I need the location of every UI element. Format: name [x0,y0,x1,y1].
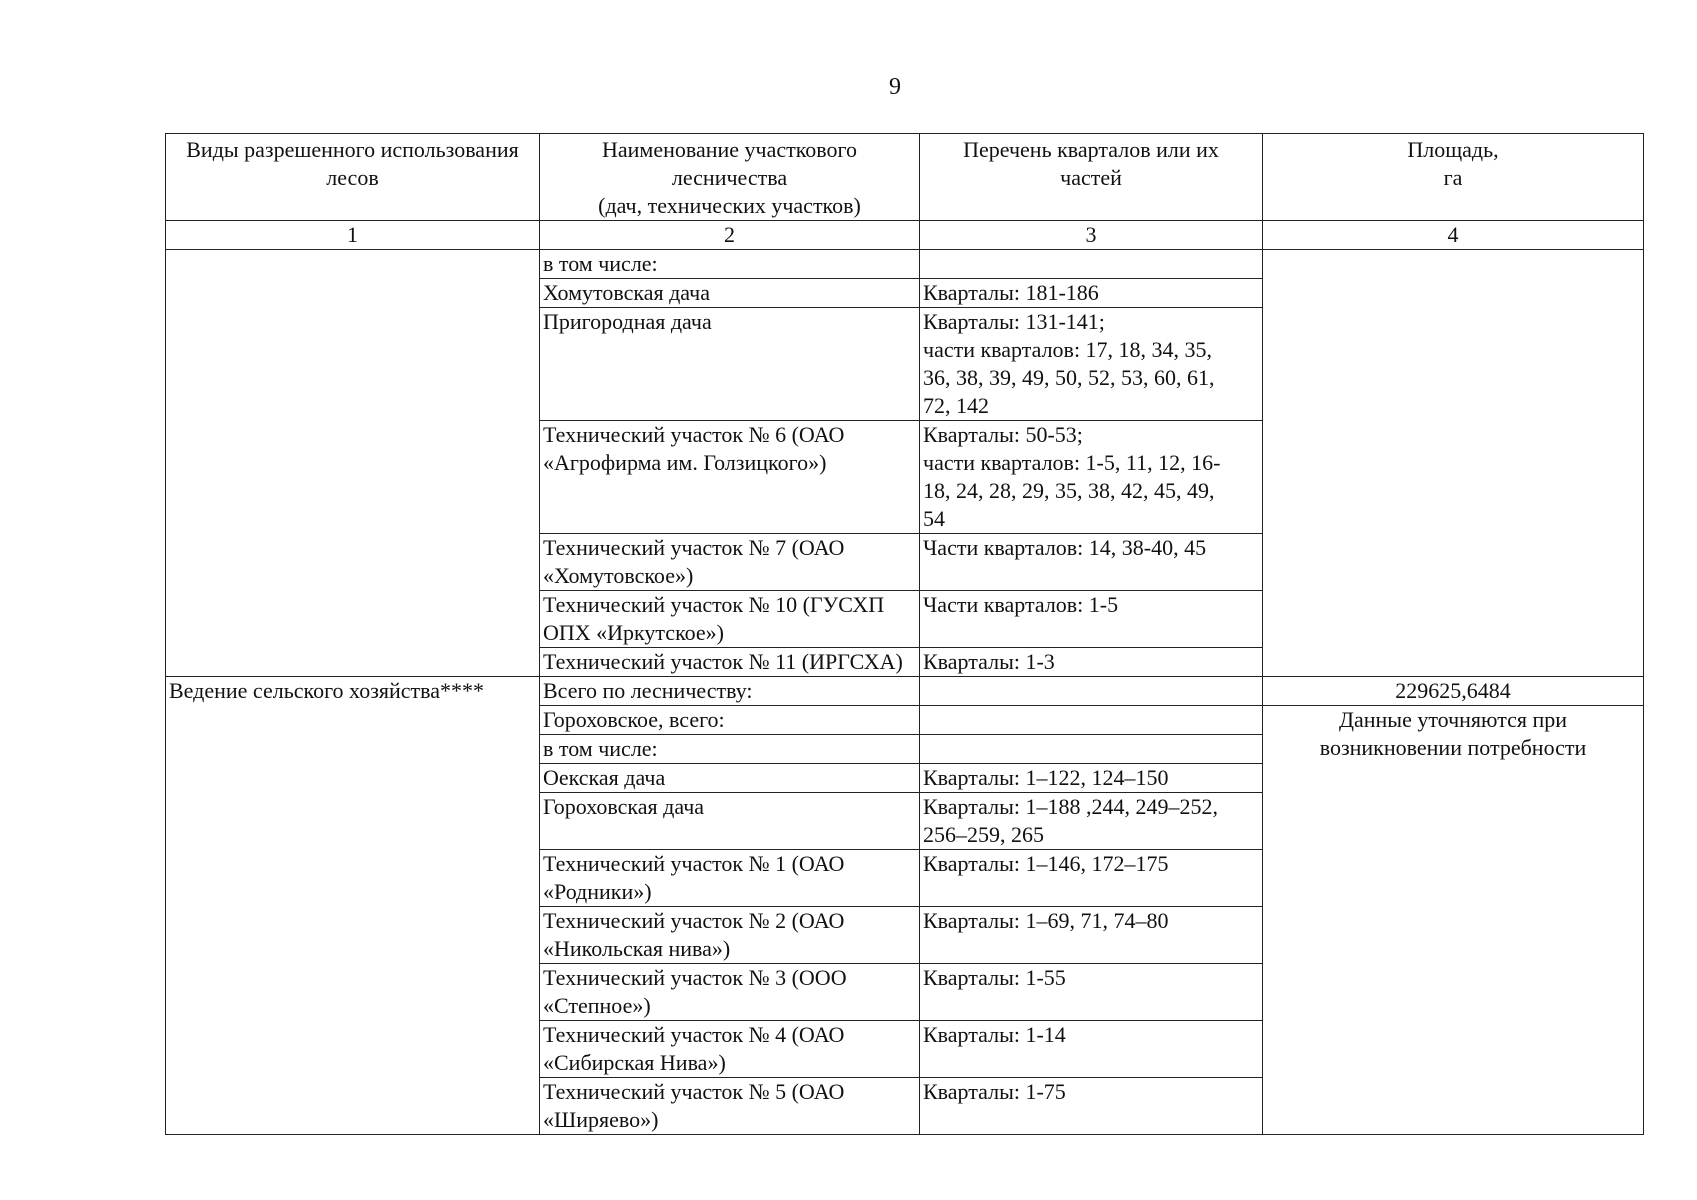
text-line: Перечень кварталов или их [963,137,1219,162]
text-line: Технический участок № 4 (ОАО [543,1022,845,1047]
page-number: 9 [889,74,901,100]
text-line: Кварталы: 1-3 [923,649,1055,674]
text-line: Оекская дача [543,765,666,790]
area-cell [1263,250,1644,677]
text-line: в том числе: [543,251,658,276]
text-line: «Родники») [543,879,652,904]
quarters-cell [920,677,1263,706]
quarters-cell [920,1078,1263,1135]
text-line: Кварталы: 1–69, 71, 74–80 [923,908,1169,933]
quarters-cell [920,964,1263,1021]
header-quarters [920,134,1263,221]
text-line: 36, 38, 39, 49, 50, 52, 53, 60, 61, [923,365,1215,390]
text-line: Кварталы: 1–146, 172–175 [923,851,1169,876]
header-use-type [166,134,540,221]
table-row [166,250,1644,279]
text-line: «Степное») [543,993,651,1018]
text-line: «Ширяево») [543,1107,659,1132]
text-line: Кварталы: 1-55 [923,965,1066,990]
text-line: Технический участок № 5 (ОАО [543,1079,845,1104]
text-line: ОПХ «Иркутское») [543,620,725,645]
forestry-name-cell [540,764,920,793]
text-line: Гороховская дача [543,794,705,819]
text-line: Хомутовская дача [543,280,710,305]
text-line: Виды разрешенного использования [186,137,519,162]
total-label: Всего по лесничеству: [540,677,920,706]
text-line: Технический участок № 6 (ОАО [543,422,845,447]
text-line: Пригородная дача [543,309,712,334]
forestry-name-cell [540,250,920,279]
quarters-cell [920,421,1263,534]
text-line: Технический участок № 3 (ООО [543,965,847,990]
quarters-cell [920,706,1263,735]
column-number: 1 [166,221,540,250]
area-note-cell [1263,706,1644,1135]
quarters-cell [920,907,1263,964]
quarters-cell [920,591,1263,648]
forestry-name-cell [540,706,920,735]
forestry-name-cell [540,1078,920,1135]
text-line: Кварталы: 131-141; [923,309,1105,334]
total-area: 229625,6484 [1263,677,1644,706]
text-line: Технический участок № 1 (ОАО [543,851,845,876]
text-line: га [1443,165,1463,190]
text-line: Площадь, [1407,137,1499,162]
column-number: 4 [1263,221,1644,250]
use-type-cell: Ведение сельского хозяйства**** [166,677,540,1135]
text-line: Технический участок № 10 (ГУСХП [543,592,885,617]
forest-use-table [165,133,1644,1135]
column-number: 2 [540,221,920,250]
text-line: Кварталы: 1-14 [923,1022,1066,1047]
column-number: 3 [920,221,1263,250]
text-line: Кварталы: 50-53; [923,422,1083,447]
forestry-name-cell [540,279,920,308]
quarters-cell [920,250,1263,279]
forestry-name-cell [540,793,920,850]
text-line: возникновении потребности [1319,735,1587,760]
text-line: Технический участок № 11 (ИРГСХА) [543,649,903,674]
forestry-name-cell [540,735,920,764]
quarters-cell [920,735,1263,764]
text-line: 18, 24, 28, 29, 35, 38, 42, 45, 49, [923,478,1215,503]
text-line: Кварталы: 1-75 [923,1079,1066,1104]
forestry-name-cell [540,850,920,907]
text-line: Кварталы: 1–188 ,244, 249–252, [923,794,1218,819]
text-line: части кварталов: 1-5, 11, 12, 16- [923,450,1221,475]
quarters-cell [920,1021,1263,1078]
text-line: «Хомутовское») [543,563,694,588]
text-line: Данные уточняются при [1338,707,1568,732]
text-line: Технический участок № 7 (ОАО [543,535,845,560]
text-line: (дач, технических участков) [598,193,861,218]
forestry-name-cell [540,534,920,591]
table-row-total [166,677,1644,706]
use-type-cell [166,250,540,677]
header-forestry-name [540,134,920,221]
quarters-cell [920,793,1263,850]
forestry-name-cell [540,964,920,1021]
text-line: «Агрофирма им. Голзицкого») [543,450,827,475]
forestry-name-cell [540,907,920,964]
header-area [1263,134,1644,221]
quarters-cell [920,279,1263,308]
quarters-cell [920,308,1263,421]
text-line: Гороховское, всего: [543,707,725,732]
forestry-name-cell [540,591,920,648]
text-line: частей [1060,165,1122,190]
text-line: Технический участок № 2 (ОАО [543,908,845,933]
forestry-name-cell [540,421,920,534]
forestry-name-cell [540,1021,920,1078]
text-line: Части кварталов: 1-5 [923,592,1119,617]
text-line: «Сибирская Нива») [543,1050,726,1075]
text-line: Части кварталов: 14, 38-40, 45 [923,535,1207,560]
text-line: 256–259, 265 [923,822,1044,847]
text-line: в том числе: [543,736,658,761]
text-line: «Никольская нива») [543,936,731,961]
text-line: Наименование участкового [601,137,858,162]
text-line: лесов [326,165,379,190]
text-line: 72, 142 [923,393,989,418]
forestry-name-cell [540,308,920,421]
text-line: части кварталов: 17, 18, 34, 35, [923,337,1213,362]
quarters-cell [920,534,1263,591]
text-line: лесничества [671,165,788,190]
text-line: Кварталы: 181-186 [923,280,1099,305]
forestry-name-cell [540,648,920,677]
table-header-row [166,134,1644,221]
column-numbers-row [166,221,1644,250]
quarters-cell [920,850,1263,907]
text-line: 54 [923,506,945,531]
quarters-cell [920,764,1263,793]
quarters-cell [920,648,1263,677]
text-line: Кварталы: 1–122, 124–150 [923,765,1169,790]
